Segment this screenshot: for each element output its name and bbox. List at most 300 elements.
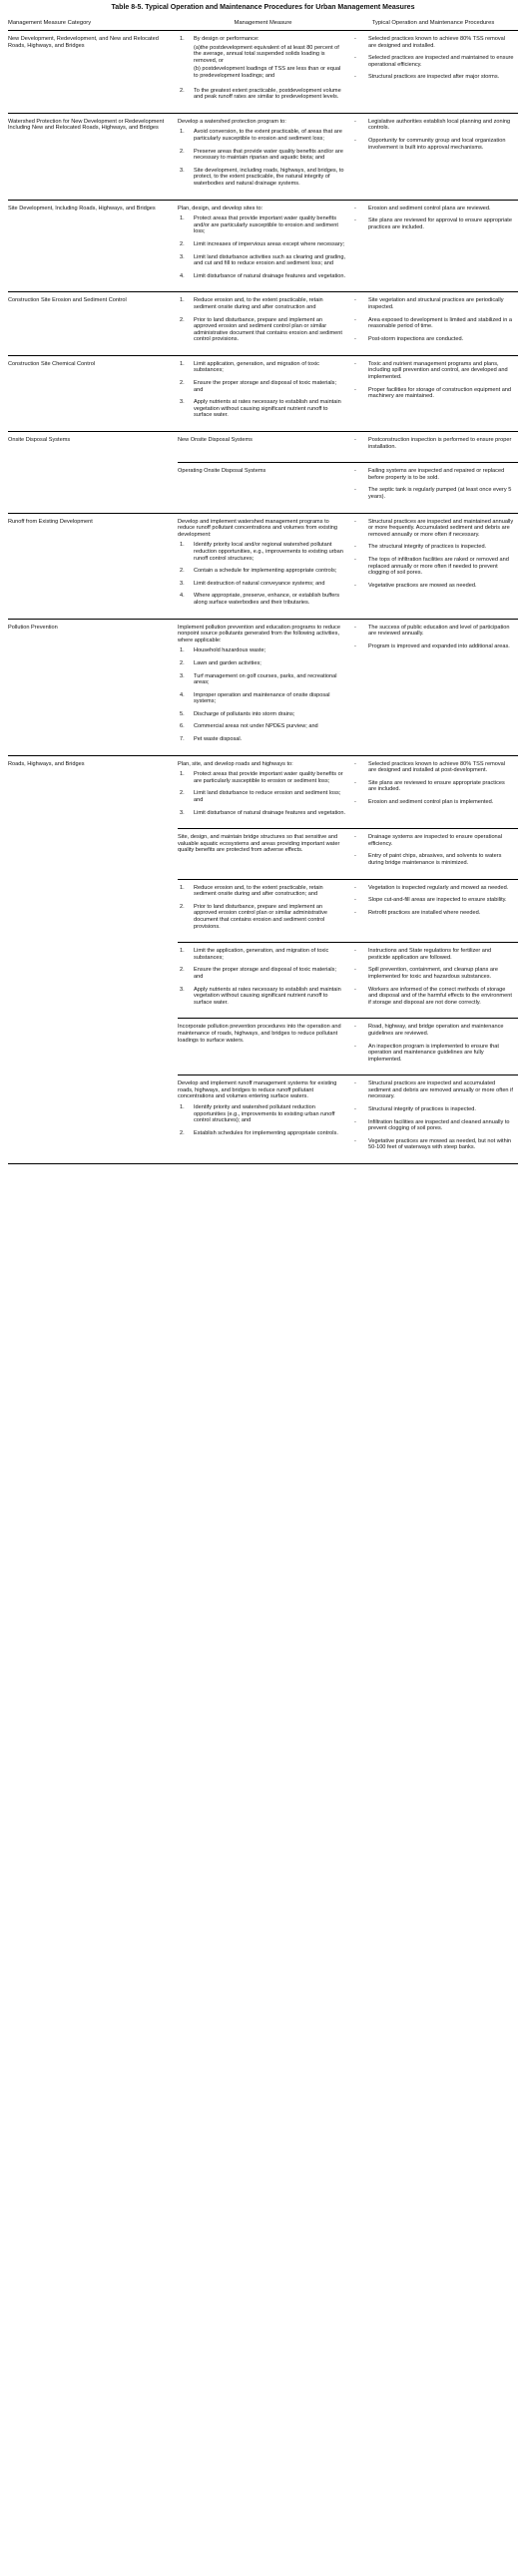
item-number: 2.: [180, 659, 185, 666]
item-number: 3.: [180, 809, 185, 816]
measure-cell: [178, 1019, 350, 1075]
header-procedures: Typical Operation and Maintenance Procedures: [350, 18, 518, 30]
procedures-list: [350, 834, 514, 866]
bullet-dash: -: [354, 779, 356, 786]
item-number: 2.: [180, 380, 185, 387]
category-label: Site Development, Including Roads, Highways, and Bridges: [8, 205, 156, 212]
bullet-dash: -: [354, 316, 356, 323]
list-item: [178, 885, 346, 898]
list-item: [178, 273, 346, 280]
procedure-text: Program is improved and expanded into additional areas.: [368, 643, 510, 649]
item-text: Preserve areas that provide water quality benefits and/or are necessary to maintain riparian and aquatic biota; and: [194, 148, 343, 162]
category-cell: [8, 113, 178, 200]
item-text: Reduce erosion and, to the extent practicable, retain sediment onsite during and after construction; and: [194, 884, 323, 898]
item-number: 1.: [180, 884, 185, 891]
bullet-dash: -: [354, 760, 356, 767]
bullet-dash: -: [354, 1024, 356, 1031]
category-cell: [8, 31, 178, 114]
item-body: [194, 581, 346, 588]
measure-list: [178, 361, 346, 419]
list-item: [350, 544, 514, 551]
procedure-text: The structural integrity of practices is inspected.: [368, 544, 487, 551]
measure-list: [178, 948, 346, 1006]
procedures-list: [350, 1024, 514, 1063]
item-text: To the greatest extent practicable, postdevelopment volume and peak runoff rates are similar to predevelopment levels.: [194, 87, 341, 101]
list-item: [178, 581, 346, 588]
measure-list: [178, 542, 346, 606]
item-body: [194, 273, 346, 280]
bullet-dash: -: [354, 36, 356, 43]
list-item: [350, 1119, 514, 1132]
procedures-list: [350, 468, 514, 500]
procedures-list: [350, 36, 514, 81]
list-item: [350, 799, 514, 806]
procedure-text: Erosion and sediment control plans are reviewed.: [368, 205, 491, 212]
procedure-text: Site plans are reviewed for approval to ensure appropriate practices are included.: [368, 217, 512, 230]
list-item: [350, 987, 514, 1007]
list-item: [178, 88, 346, 101]
item-body: [194, 790, 346, 803]
list-item: [178, 673, 346, 686]
procedure-text: Entry of paint chips, abrasives, and solvents to waters during bridge maintenance is minimized.: [368, 853, 502, 867]
procedures-cell: [350, 513, 518, 619]
item-subclause: (b) postdevelopment loadings of TSS are less than or equal to predevelopment loadings; and: [194, 66, 341, 80]
category-label: Construction Site Chemical Control: [8, 360, 96, 367]
procedure-text: Selected practices known to achieve 80% TSS removal are designed and installed at post-development.: [368, 760, 506, 774]
list-item: [350, 1106, 514, 1113]
item-number: 6.: [180, 723, 185, 730]
item-text: Protect areas that provide important water quality benefits or are particularly susceptible to erosion or sediment loss;: [194, 771, 343, 784]
bullet-dash: -: [354, 297, 356, 304]
procedures-cell: [350, 292, 518, 356]
measure-cell: [178, 200, 350, 292]
procedure-text: Workers are informed of the correct methods of storage and disposal and of the harmful effects to the environment if storage and disposal are not done correctly.: [368, 986, 512, 1006]
procedure-text: Failing systems are inspected and repaired or replaced before property is to be sold.: [368, 468, 505, 481]
item-body: [194, 36, 346, 82]
bullet-dash: -: [354, 55, 356, 62]
list-item: [178, 129, 346, 142]
list-item: [350, 625, 514, 638]
list-item: [178, 948, 346, 961]
item-text: Contain a schedule for implementing appropriate controls;: [194, 568, 337, 575]
list-item: [178, 1104, 346, 1124]
bullet-dash: -: [354, 1118, 356, 1125]
procedures-list: [350, 206, 514, 231]
list-item: [178, 254, 346, 267]
category-label: Roads, Highways, and Bridges: [8, 760, 85, 767]
list-item: [178, 168, 346, 188]
bullet-dash: -: [354, 556, 356, 563]
list-item: [178, 967, 346, 980]
measure-cell: [178, 879, 350, 943]
list-item: [178, 380, 346, 393]
item-text: Apply nutrients at rates necessary to establish and maintain vegetation without causing significant nutrient runoff to surface water.: [194, 399, 341, 419]
item-text: Identify priority local and/or regional watershed pollutant reduction opportunities, e.g., improvements to existing urban runoff control structures;: [194, 542, 343, 562]
item-text: Where appropriate, preserve, enhance, or establish buffers along surface waterbodies and their tributaries.: [194, 593, 340, 606]
measure-intro: Develop a watershed protection program to:: [178, 118, 286, 125]
item-text: Pet waste disposal.: [194, 736, 243, 743]
item-body: [194, 736, 346, 743]
measure-list: [178, 215, 346, 279]
item-text: Limit application, generation, and migration of toxic substances;: [194, 360, 319, 374]
item-body: [194, 1130, 346, 1137]
item-body: [194, 168, 346, 188]
item-body: [194, 241, 346, 248]
measure-cell: [178, 829, 350, 879]
item-body: [194, 380, 346, 393]
bullet-dash: -: [354, 360, 356, 367]
list-item: [178, 36, 346, 82]
item-body: [194, 885, 346, 898]
list-item: [350, 557, 514, 577]
procedure-text: Site vegetation and structural practices are periodically inspected.: [368, 297, 504, 310]
list-item: [350, 897, 514, 904]
list-item: [350, 1044, 514, 1064]
list-item: [350, 317, 514, 330]
list-item: [178, 568, 346, 575]
procedures-cell: [350, 31, 518, 114]
list-item: [350, 119, 514, 132]
measure-intro: Plan, design, and develop sites to:: [178, 205, 263, 212]
bullet-dash: -: [354, 217, 356, 224]
measure-cell: [178, 432, 350, 463]
list-item: [178, 593, 346, 606]
procedures-cell: [350, 1075, 518, 1164]
document-page: [8, 4, 518, 1164]
procedures-list: [350, 761, 514, 806]
item-body: [194, 987, 346, 1007]
list-item: [178, 542, 346, 562]
item-body: [194, 711, 346, 718]
bullet-dash: -: [354, 437, 356, 444]
list-item: [178, 297, 346, 310]
measure-intro: Site, design, and maintain bridge structures so that sensitive and valuable aquatic ecosystems and areas providing important water quality benefits are protected from adverse effects.: [178, 834, 340, 854]
table-row: [8, 755, 518, 829]
item-text: Commercial areas not under NPDES purview; and: [194, 723, 318, 730]
bullet-dash: -: [354, 834, 356, 841]
item-number: 3.: [180, 399, 185, 406]
item-number: 5.: [180, 710, 185, 717]
bullet-dash: -: [354, 948, 356, 955]
header-measure: Management Measure: [178, 18, 350, 30]
list-item: [350, 217, 514, 230]
list-item: [178, 647, 346, 654]
procedure-text: Vegetative practices are mowed as needed, but not within 50-100 feet of waterways with steep banks.: [368, 1137, 512, 1151]
measure-cell: [178, 292, 350, 356]
om-procedures-table: [8, 18, 518, 1164]
measure-list: [178, 36, 346, 101]
list-item: [178, 361, 346, 374]
bullet-dash: -: [354, 643, 356, 649]
item-text: Establish schedules for implementing appropriate controls.: [194, 1129, 338, 1136]
list-item: [350, 948, 514, 961]
list-item: [178, 987, 346, 1007]
bullet-dash: -: [354, 799, 356, 806]
list-item: [178, 215, 346, 235]
item-number: 3.: [180, 253, 185, 260]
category-label: Onsite Disposal Systems: [8, 437, 71, 444]
item-text: Limit disturbance of natural drainage features and vegetation.: [194, 809, 346, 816]
item-number: 2.: [180, 903, 185, 910]
item-number: 4.: [180, 593, 185, 600]
item-body: [194, 317, 346, 343]
procedures-list: [350, 361, 514, 400]
procedure-text: Postconstruction inspection is performed to ensure proper installation.: [368, 437, 512, 450]
item-body: [194, 361, 346, 374]
measure-cell: [178, 113, 350, 200]
category-cell: [8, 755, 178, 1163]
item-text: Discharge of pollutants into storm drains;: [194, 710, 295, 717]
category-cell: [8, 355, 178, 431]
item-text: Improper operation and maintenance of onsite disposal systems;: [194, 691, 330, 705]
procedure-text: Opportunity for community group and local organization involvement is built into approval mechanisms.: [368, 138, 506, 151]
list-item: [350, 55, 514, 68]
category-cell: [8, 292, 178, 356]
item-text: Turf management on golf courses, parks, and recreational areas;: [194, 672, 337, 686]
item-number: 1.: [180, 771, 185, 778]
procedure-text: The success of public education and level of participation are reviewed annually.: [368, 624, 510, 638]
list-item: [350, 1024, 514, 1037]
list-item: [350, 336, 514, 343]
item-body: [194, 673, 346, 686]
item-body: [194, 129, 346, 142]
item-body: [194, 88, 346, 101]
item-text: Lawn and garden activities;: [194, 659, 262, 666]
procedure-text: Infiltration facilities are inspected and cleaned annually to prevent clogging of soil pores.: [368, 1118, 510, 1132]
measure-cell: [178, 355, 350, 431]
measure-intro: Implement pollution prevention and education programs to reduce nonpoint source pollutants generated from the following activities, where applicable:: [178, 624, 340, 644]
item-number: 1.: [180, 129, 185, 136]
measure-cell: [178, 513, 350, 619]
item-number: 2.: [180, 568, 185, 575]
list-item: [350, 138, 514, 151]
item-body: [194, 149, 346, 162]
bullet-dash: -: [354, 518, 356, 525]
bullet-dash: -: [354, 468, 356, 475]
item-text: Prior to land disturbance, prepare and implement an approved erosion and sediment control plan or similar administrative document that contains erosion and sediment control provisions.: [194, 316, 342, 343]
list-item: [350, 780, 514, 793]
item-body: [194, 215, 346, 235]
item-body: [194, 647, 346, 654]
procedures-list: [350, 437, 514, 450]
item-number: 3.: [180, 986, 185, 993]
list-item: [178, 660, 346, 667]
measure-list: [178, 647, 346, 742]
bullet-dash: -: [354, 205, 356, 212]
procedure-text: Proper facilities for storage of construction equipment and machinery are maintained.: [368, 386, 512, 400]
list-item: [350, 361, 514, 381]
measure-intro: Plan, site, and develop roads and highways to:: [178, 760, 293, 767]
procedures-list: [350, 119, 514, 151]
table-row: [8, 31, 518, 114]
measure-list: [178, 1104, 346, 1136]
list-item: [178, 317, 346, 343]
measure-cell: [178, 619, 350, 755]
procedures-list: [350, 625, 514, 650]
item-number: 2.: [180, 316, 185, 323]
bullet-dash: -: [354, 74, 356, 81]
measure-intro: Develop and implement runoff management systems for existing roads, highways, and bridges to reduce runoff pollutant concentrations and volumes entering surface waters.: [178, 1080, 337, 1100]
list-item: [178, 149, 346, 162]
list-item: [178, 790, 346, 803]
table-row: [8, 200, 518, 292]
list-item: [178, 736, 346, 743]
procedures-cell: [350, 200, 518, 292]
procedures-list: [350, 519, 514, 590]
bullet-dash: -: [354, 138, 356, 145]
item-body: [194, 568, 346, 575]
procedure-text: Legislative authorities establish local planning and zoning controls.: [368, 118, 511, 132]
list-item: [350, 885, 514, 892]
item-body: [194, 904, 346, 930]
item-text: Limit land disturbance to reduce erosion and sediment loss; and: [194, 790, 341, 804]
measure-cell: [178, 463, 350, 513]
measure-intro: Operating Onsite Disposal Systems: [178, 468, 266, 475]
bullet-dash: -: [354, 386, 356, 393]
item-body: [194, 692, 346, 705]
category-cell: [8, 513, 178, 619]
procedure-text: Toxic and nutrient management programs and plans, including spill prevention and control, are developed and implemented.: [368, 360, 508, 381]
measure-cell: [178, 755, 350, 829]
list-item: [178, 723, 346, 730]
item-text: Limit the application, generation, and migration of toxic substances;: [194, 948, 329, 961]
procedure-text: Post-storm inspections are conducted.: [368, 335, 464, 342]
item-subclause: (a)the postdevelopment equivalent of at least 80 percent of the average, annual total suspended solids loading is removed, or: [194, 44, 339, 64]
bullet-dash: -: [354, 853, 356, 860]
item-text: Reduce erosion and, to the extent practicable, retain sediment onsite during and after construction and: [194, 297, 323, 310]
item-number: 2.: [180, 148, 185, 155]
list-item: [350, 761, 514, 774]
list-item: [350, 1138, 514, 1151]
item-body: [194, 810, 346, 817]
list-item: [350, 206, 514, 213]
list-item: [350, 487, 514, 500]
item-text: Site development, including roads, highways, and bridges, to protect, to the extent practicable, the natural integrity of waterbodies and natural drainage systems.: [194, 167, 344, 187]
procedure-text: Site plans are reviewed to ensure appropriate practices are included.: [368, 779, 505, 793]
table-row: [8, 619, 518, 755]
list-item: [350, 297, 514, 310]
bullet-dash: -: [354, 487, 356, 494]
item-body: [194, 297, 346, 310]
item-number: 3.: [180, 167, 185, 174]
table-row: [8, 113, 518, 200]
measure-cell: [178, 1075, 350, 1164]
table-header-row: [8, 18, 518, 30]
item-text: Prior to land disturbance, prepare and implement an approved erosion control plan or similar administrative document that contains erosion and sediment control provisions.: [194, 903, 328, 930]
procedure-text: Vegetative practices are mowed as needed.: [368, 582, 477, 589]
procedure-text: Erosion and sediment control plan is implemented.: [368, 799, 494, 806]
procedure-text: Slope cut-and-fill areas are inspected to ensure stability.: [368, 897, 507, 904]
list-item: [350, 967, 514, 980]
measure-intro: Develop and implement watershed management programs to reduce runoff pollutant concentrations and volumes from existing development:: [178, 518, 338, 538]
procedures-cell: [350, 879, 518, 943]
category-cell: [8, 619, 178, 755]
item-number: 1.: [180, 297, 185, 304]
procedure-text: Spill prevention, containment, and cleanup plans are implemented for toxic and hazardous substances.: [368, 967, 498, 980]
procedure-text: Structural practices are inspected and accumulated sediment and debris are removed annually or more often if necessary.: [368, 1080, 513, 1100]
item-number: 1.: [180, 948, 185, 955]
bullet-dash: -: [354, 884, 356, 891]
list-item: [350, 853, 514, 866]
procedure-text: Drainage systems are inspected to ensure operational efficiency.: [368, 834, 503, 847]
item-body: [194, 254, 346, 267]
item-number: 7.: [180, 736, 185, 743]
measure-list: [178, 129, 346, 187]
table-body: [8, 31, 518, 1164]
item-body: [194, 399, 346, 419]
bullet-dash: -: [354, 1137, 356, 1144]
item-body: [194, 771, 346, 784]
item-number: 2.: [180, 240, 185, 247]
bullet-dash: -: [354, 118, 356, 125]
procedures-cell: [350, 113, 518, 200]
procedure-text: Structural practices are inspected after major storms.: [368, 74, 500, 81]
procedure-text: The septic tank is regularly pumped (at least once every 5 years).: [368, 487, 512, 501]
procedure-text: Selected practices are inspected and maintained to ensure operational efficiency.: [368, 55, 514, 68]
item-text: Household hazardous waste;: [194, 647, 266, 654]
item-text: Limit destruction of natural conveyance systems; and: [194, 580, 325, 587]
table-row: [8, 355, 518, 431]
procedures-list: [350, 1080, 514, 1151]
item-number: 2.: [180, 1129, 185, 1136]
procedures-cell: [350, 355, 518, 431]
measure-list: [178, 885, 346, 931]
procedure-text: Retrofit practices are installed where needed.: [368, 909, 481, 916]
item-number: 1.: [180, 1104, 185, 1111]
item-number: 2.: [180, 790, 185, 797]
procedures-cell: [350, 755, 518, 829]
item-body: [194, 542, 346, 562]
category-label: Watershed Protection for New Development or Redevelopment Including New and Relocated Roads, Highways, and Bridges: [8, 118, 165, 132]
procedures-cell: [350, 943, 518, 1019]
category-cell: [8, 200, 178, 292]
procedure-text: Instructions and State regulations for fertilizer and pesticide application are followed.: [368, 948, 492, 961]
list-item: [350, 437, 514, 450]
item-text: Limit land disturbance activities such as clearing and grading, and cut and fill to reduce erosion and sediment loss; and: [194, 253, 346, 267]
item-body: [194, 967, 346, 980]
procedures-cell: [350, 619, 518, 755]
measure-intro: New Onsite Disposal Systems: [178, 437, 253, 444]
procedure-text: The tops of infiltration facilities are raked or removed and replaced annually or more often if needed to prevent clogging of soil pores.: [368, 556, 509, 577]
table-title: Table 8-5. Typical Operation and Maintenance Procedures for Urban Management Measures: [111, 4, 415, 11]
bullet-dash: -: [354, 986, 356, 993]
item-text: Protect areas that provide important water quality benefits and/or are particularly susceptible to erosion and sediment loss;: [194, 215, 338, 235]
item-number: 1.: [180, 360, 185, 367]
item-number: 4.: [180, 691, 185, 698]
procedures-list: [350, 948, 514, 1006]
list-item: [350, 644, 514, 650]
procedures-cell: [350, 829, 518, 879]
item-body: [194, 1104, 346, 1124]
bullet-dash: -: [354, 544, 356, 551]
item-number: 3.: [180, 580, 185, 587]
procedure-text: Vegetation is inspected regularly and mowed as needed.: [368, 884, 509, 891]
item-number: 2.: [180, 967, 185, 974]
list-item: [178, 241, 346, 248]
table-row: [8, 292, 518, 356]
list-item: [350, 583, 514, 590]
item-body: [194, 723, 346, 730]
bullet-dash: -: [354, 1043, 356, 1050]
category-label: New Development, Redevelopment, and New and Relocated Roads, Highways, and Bridges: [8, 36, 159, 49]
item-body: [194, 593, 346, 606]
header-category: Management Measure Category: [8, 18, 178, 30]
list-item: [350, 910, 514, 917]
bullet-dash: -: [354, 335, 356, 342]
list-item: [350, 74, 514, 81]
item-body: [194, 660, 346, 667]
table-row: [8, 432, 518, 463]
